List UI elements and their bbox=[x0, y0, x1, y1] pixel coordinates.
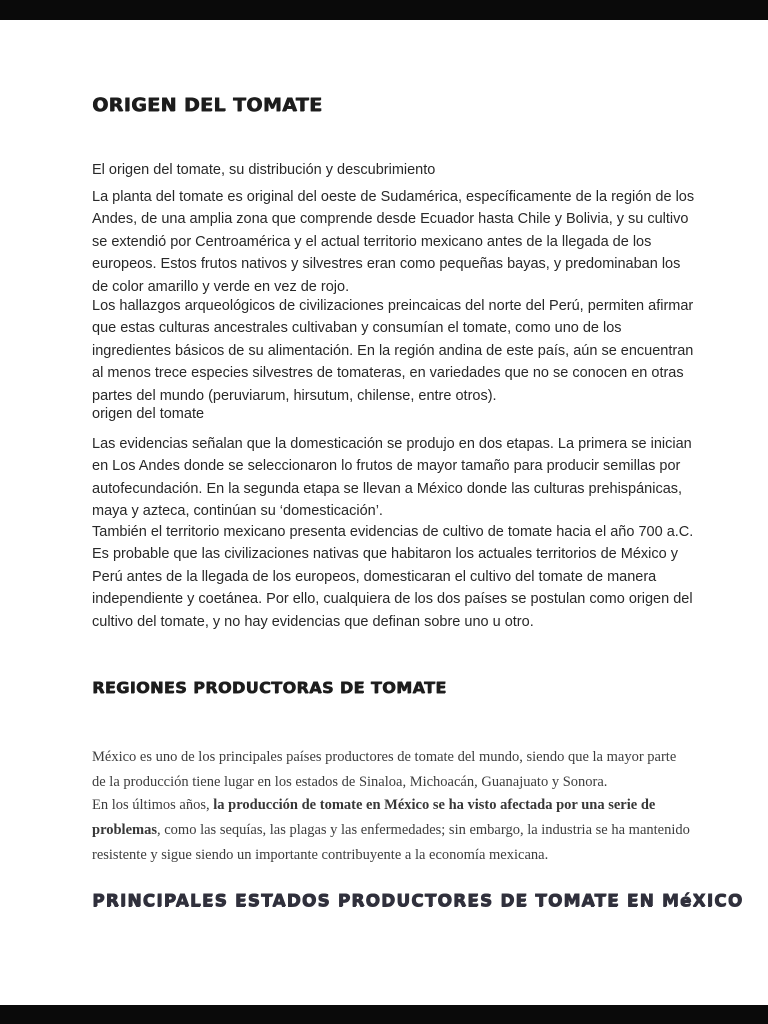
paragraph-regions-2-bold: la producción de tomate en México se ha visto afectada por una serie de problemas bbox=[92, 797, 656, 838]
paragraph-domestication: Las evidencias señalan que la domesticación se produjo en dos etapas. La primera se inician en Los Andes donde se seleccionaron lo frutos de mayor tamaño para producir semillas por autofecundación. En la segunda etapa se llevan a México donde las culturas prehispánicas, maya y azteca, continúan su ‘domesticación’. bbox=[92, 436, 692, 520]
document-page bbox=[0, 20, 768, 1005]
paragraph-regions-2-prefix: En los últimos años, bbox=[92, 797, 214, 813]
regions-section-heading: REGIONES PRODUCTORAS DE TOMATE bbox=[92, 678, 447, 697]
paragraph-origin-1: La planta del tomate es original del oeste de Sudamérica, específicamente de la región de los Andes, de una amplia zona que comprende desde Ecuador hasta Chile y Bolivia, y su cultivo se extendió por Centroamérica y el actual territorio mexicano antes de la llegada de los europeos. Estos frutos nativos y silvestres eran como pequeñas bayas, y predominaban los de color amarillo y verde en vez de rojo. bbox=[92, 189, 695, 295]
paragraph-regions-2 bbox=[92, 793, 692, 868]
image-caption-origen-del-tomate: origen del tomate bbox=[92, 406, 205, 422]
main-producer-states-heading: PRINCIPALES ESTADOS PRODUCTORES DE TOMATE EN MéXICO bbox=[92, 891, 744, 911]
document-title-heading: ORIGEN DEL TOMATE bbox=[92, 94, 323, 116]
bottom-letterbox-bar bbox=[0, 1005, 768, 1024]
paragraph-regions-1: México es uno de los principales países productores de tomate del mundo, siendo que la mayor parte de la producción tiene lugar en los estados de Sinaloa, Michoacán, Guanajuato y Sonora. bbox=[92, 749, 677, 790]
paragraph-mexican-territory: También el territorio mexicano presenta evidencias de cultivo de tomate hacia el año 700 a.C. Es probable que las civilizaciones nativas que habitaron los actuales territorios de México y Perú antes de la llegada de los europeos, domesticaran el cultivo del tomate de manera independiente y coetánea. Por ello, cualquiera de los dos países se postulan como origen del cultivo del tomate, y no hay evidencias que definan sobre uno u otro. bbox=[92, 524, 694, 630]
top-letterbox-bar bbox=[0, 0, 768, 20]
paragraph-regions-2-suffix: , como las sequías, las plagas y las enfermedades; sin embargo, la industria se ha mantenido resistente y sigue siendo un importante contribuyente a la economía mexicana. bbox=[92, 822, 690, 863]
paragraph-origin-2: Los hallazgos arqueológicos de civilizaciones preincaicas del norte del Perú, permiten afirmar que estas culturas ancestrales cultivaban y consumían el tomate, como uno de los ingredientes básicos de su alimentación. En la región andina de este país, aún se encuentran al menos trece especies silvestres de tomateras, en variedades que no se conocen en otras partes del mundo (peruviarum, hirsutum, chilense, entre otros). bbox=[92, 298, 694, 404]
intro-line: El origen del tomate, su distribución y descubrimiento bbox=[92, 162, 436, 178]
